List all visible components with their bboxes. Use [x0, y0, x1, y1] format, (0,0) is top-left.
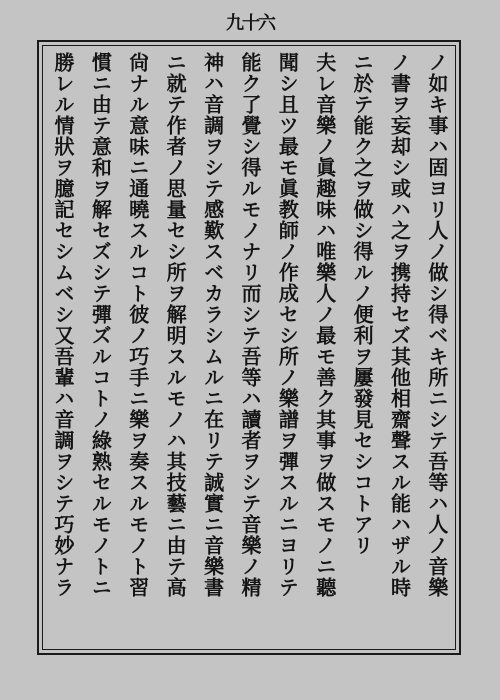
text-line: ノ如キ事ハ固ヨリ人ノ做シ得ベキ所ニシテ吾等ハ人ノ音樂 [424, 52, 449, 598]
text-line: 夫レ音樂ノ眞趣味ハ唯樂人ノ最モ善ク其事ヲ做スモノニ聽 [312, 52, 337, 598]
text-line: 能ク了覺シ得ルモノナリ而シテ吾等ハ讀者ヲシテ音樂ノ精 [237, 52, 262, 598]
text-line: ノ書ヲ妄却シ或ハ之ヲ携持セズ其他相齋聲スル能ハザル時 [387, 52, 412, 598]
text-line: ニ於テ能ク之ヲ做シ得ルノ便利ヲ屢發見セシコトアリ [350, 52, 375, 556]
text-line: 聞シ且ツ最モ眞教師ノ作成セシ所ノ樂譜ヲ彈スルニヨリテ [275, 52, 300, 598]
page-number: 九十六 [226, 13, 274, 34]
text-line: 勝レル情狀ヲ臆記セシムベシ又吾輩ハ音調ヲシテ巧妙ナラ [51, 52, 75, 598]
text-line: 神ハ音調ヲシテ感歎スベカラシムルニ在リテ誠實ニ音樂書 [200, 52, 225, 598]
text-line: 尙ナル意味ニ通曉スルコト彼ノ巧手ニ樂ヲ奏スルモノト習 [125, 52, 150, 598]
text-line: 慣ニ由テ意和ヲ解セズシテ彈ズルコトノ綠熟セルモノトニ [88, 52, 113, 598]
text-columns [46, 52, 454, 650]
text-line: ニ就テ作者ノ思量セシ所ヲ解明スルモノハ其技藝ニ由テ高 [163, 52, 188, 598]
